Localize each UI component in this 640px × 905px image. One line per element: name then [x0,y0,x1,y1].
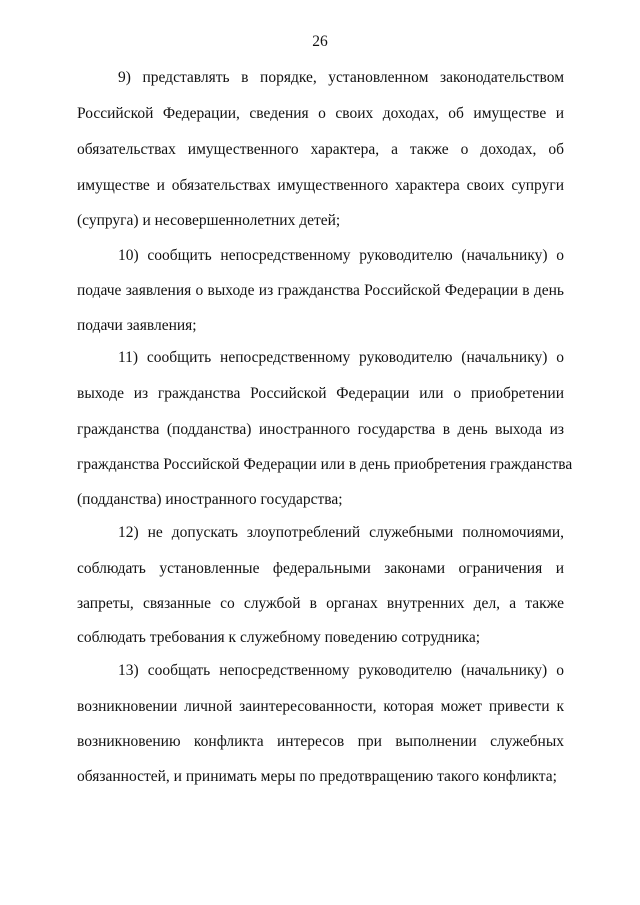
paragraph-9-line-1: 9) представлять в порядке, установленном законодательством [118,69,564,86]
paragraph-11-line-2: выходе из гражданства Российской Федерации или о приобретении [77,385,564,402]
paragraph-9-line-3: обязательствах имущественного характера, а также о доходах, об [77,141,564,158]
page-number: 26 [312,33,328,50]
paragraph-12-line-2: соблюдать установленные федеральными законами ограничения и [77,560,564,577]
paragraph-11-line-4: гражданства Российской Федерации или в день приобретения гражданства [77,456,573,473]
paragraph-10-line-3: подачи заявления; [77,317,197,334]
paragraph-9-line-5: (супруга) и несовершеннолетних детей; [77,212,341,229]
paragraph-10-line-1: 10) сообщить непосредственному руководителю (начальнику) о [118,247,564,264]
paragraph-11-line-5: (подданства) иностранного государства; [77,491,343,508]
paragraph-11-line-1: 11) сообщить непосредственному руководителю (начальнику) о [118,349,564,366]
paragraph-11-line-3: гражданства (подданства) иностранного государства в день выхода из [77,421,564,438]
paragraph-13-line-2: возникновении личной заинтересованности, которая может привести к [77,698,564,715]
paragraph-12-line-3: запреты, связанные со службой в органах внутренних дел, а также [77,595,564,612]
paragraph-13-line-4: обязанностей, и принимать меры по предотвращению такого конфликта; [77,768,557,785]
paragraph-10-line-2: подаче заявления о выходе из гражданства Российской Федерации в день [77,282,564,299]
paragraph-9-line-2: Российской Федерации, сведения о своих доходах, об имуществе и [77,105,564,122]
paragraph-13-line-3: возникновению конфликта интересов при выполнении служебных [77,733,564,750]
paragraph-12-line-4: соблюдать требования к служебному поведению сотрудника; [77,629,480,646]
paragraph-12-line-1: 12) не допускать злоупотреблений служебными полномочиями, [118,524,564,541]
paragraph-13-line-1: 13) сообщать непосредственному руководителю (начальнику) о [118,662,564,679]
paragraph-9-line-4: имуществе и обязательствах имущественного характера своих супруги [77,177,564,194]
